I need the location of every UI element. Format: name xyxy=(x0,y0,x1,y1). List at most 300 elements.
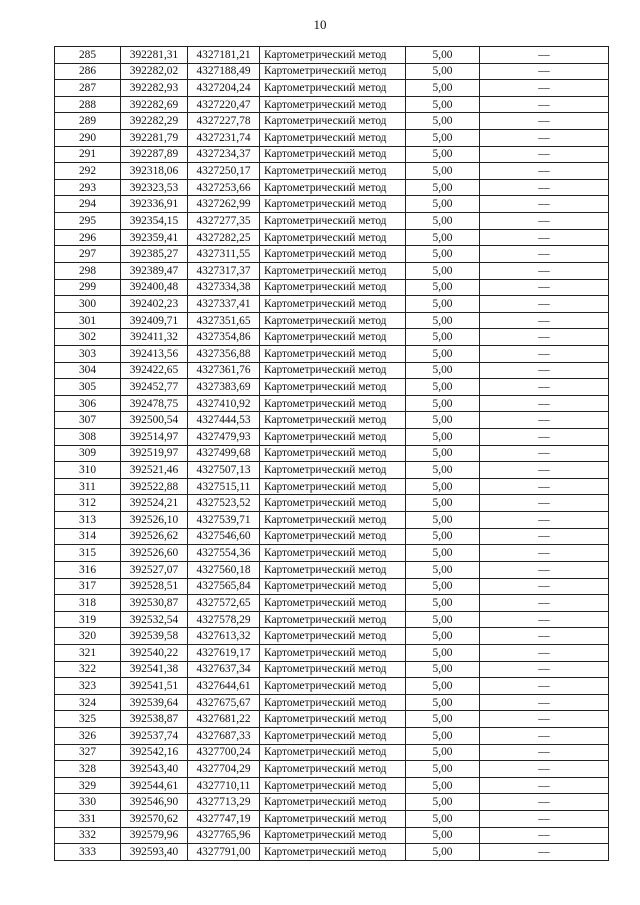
accuracy-cell: 5,00 xyxy=(406,395,480,412)
point-number-cell: 299 xyxy=(55,279,121,296)
accuracy-cell: 5,00 xyxy=(406,727,480,744)
method-cell: Картометрический метод xyxy=(260,811,406,828)
accuracy-cell: 5,00 xyxy=(406,694,480,711)
point-number-cell: 298 xyxy=(55,262,121,279)
method-cell: Картометрический метод xyxy=(260,661,406,678)
note-cell: — xyxy=(480,296,609,313)
x-coordinate-cell: 392539,58 xyxy=(121,628,188,645)
table-row xyxy=(55,163,609,180)
point-number-cell: 321 xyxy=(55,644,121,661)
note-cell: — xyxy=(480,495,609,512)
note-cell: — xyxy=(480,727,609,744)
point-number-cell: 330 xyxy=(55,794,121,811)
note-cell: — xyxy=(480,47,609,64)
method-cell: Картометрический метод xyxy=(260,595,406,612)
method-cell: Картометрический метод xyxy=(260,96,406,113)
table-row xyxy=(55,130,609,147)
table-row xyxy=(55,213,609,230)
method-cell: Картометрический метод xyxy=(260,528,406,545)
table-row xyxy=(55,113,609,130)
accuracy-cell: 5,00 xyxy=(406,561,480,578)
note-cell: — xyxy=(480,379,609,396)
method-cell: Картометрический метод xyxy=(260,395,406,412)
y-coordinate-cell: 4327317,37 xyxy=(188,262,260,279)
y-coordinate-cell: 4327572,65 xyxy=(188,595,260,612)
method-cell: Картометрический метод xyxy=(260,578,406,595)
page-number: 10 xyxy=(313,17,327,32)
table-row xyxy=(55,80,609,97)
note-cell: — xyxy=(480,578,609,595)
note-cell: — xyxy=(480,462,609,479)
x-coordinate-cell: 392500,54 xyxy=(121,412,188,429)
note-cell: — xyxy=(480,262,609,279)
method-cell: Картометрический метод xyxy=(260,296,406,313)
method-cell: Картометрический метод xyxy=(260,628,406,645)
accuracy-cell: 5,00 xyxy=(406,80,480,97)
method-cell: Картометрический метод xyxy=(260,345,406,362)
accuracy-cell: 5,00 xyxy=(406,744,480,761)
point-number-cell: 324 xyxy=(55,694,121,711)
y-coordinate-cell: 4327227,78 xyxy=(188,113,260,130)
method-cell: Картометрический метод xyxy=(260,711,406,728)
x-coordinate-cell: 392323,53 xyxy=(121,179,188,196)
note-cell: — xyxy=(480,312,609,329)
point-number-cell: 297 xyxy=(55,246,121,263)
accuracy-cell: 5,00 xyxy=(406,545,480,562)
method-cell: Картометрический метод xyxy=(260,478,406,495)
accuracy-cell: 5,00 xyxy=(406,678,480,695)
y-coordinate-cell: 4327546,60 xyxy=(188,528,260,545)
accuracy-cell: 5,00 xyxy=(406,578,480,595)
point-number-cell: 307 xyxy=(55,412,121,429)
y-coordinate-cell: 4327479,93 xyxy=(188,429,260,446)
note-cell: — xyxy=(480,678,609,695)
note-cell: — xyxy=(480,595,609,612)
table-row xyxy=(55,644,609,661)
note-cell: — xyxy=(480,429,609,446)
x-coordinate-cell: 392287,89 xyxy=(121,146,188,163)
accuracy-cell: 5,00 xyxy=(406,146,480,163)
y-coordinate-cell: 4327277,35 xyxy=(188,213,260,230)
y-coordinate-cell: 4327578,29 xyxy=(188,611,260,628)
method-cell: Картометрический метод xyxy=(260,146,406,163)
table-row xyxy=(55,844,609,861)
table-row xyxy=(55,794,609,811)
y-coordinate-cell: 4327351,65 xyxy=(188,312,260,329)
method-cell: Картометрический метод xyxy=(260,777,406,794)
accuracy-cell: 5,00 xyxy=(406,761,480,778)
note-cell: — xyxy=(480,794,609,811)
x-coordinate-cell: 392526,10 xyxy=(121,512,188,529)
point-number-cell: 290 xyxy=(55,130,121,147)
accuracy-cell: 5,00 xyxy=(406,96,480,113)
note-cell: — xyxy=(480,711,609,728)
point-number-cell: 295 xyxy=(55,213,121,230)
note-cell: — xyxy=(480,528,609,545)
note-cell: — xyxy=(480,761,609,778)
accuracy-cell: 5,00 xyxy=(406,246,480,263)
accuracy-cell: 5,00 xyxy=(406,345,480,362)
accuracy-cell: 5,00 xyxy=(406,794,480,811)
table-row xyxy=(55,63,609,80)
accuracy-cell: 5,00 xyxy=(406,47,480,64)
point-number-cell: 328 xyxy=(55,761,121,778)
method-cell: Картометрический метод xyxy=(260,279,406,296)
accuracy-cell: 5,00 xyxy=(406,296,480,313)
point-number-cell: 318 xyxy=(55,595,121,612)
table-row xyxy=(55,811,609,828)
x-coordinate-cell: 392522,88 xyxy=(121,478,188,495)
x-coordinate-cell: 392409,71 xyxy=(121,312,188,329)
x-coordinate-cell: 392281,79 xyxy=(121,130,188,147)
x-coordinate-cell: 392593,40 xyxy=(121,844,188,861)
x-coordinate-cell: 392521,46 xyxy=(121,462,188,479)
x-coordinate-cell: 392282,93 xyxy=(121,80,188,97)
x-coordinate-cell: 392402,23 xyxy=(121,296,188,313)
method-cell: Картометрический метод xyxy=(260,545,406,562)
note-cell: — xyxy=(480,561,609,578)
note-cell: — xyxy=(480,345,609,362)
y-coordinate-cell: 4327687,33 xyxy=(188,727,260,744)
point-number-cell: 287 xyxy=(55,80,121,97)
point-number-cell: 302 xyxy=(55,329,121,346)
table-row xyxy=(55,462,609,479)
note-cell: — xyxy=(480,628,609,645)
y-coordinate-cell: 4327220,47 xyxy=(188,96,260,113)
method-cell: Картометрический метод xyxy=(260,80,406,97)
point-number-cell: 291 xyxy=(55,146,121,163)
method-cell: Картометрический метод xyxy=(260,312,406,329)
method-cell: Картометрический метод xyxy=(260,744,406,761)
coordinates-table xyxy=(54,46,609,861)
y-coordinate-cell: 4327704,29 xyxy=(188,761,260,778)
accuracy-cell: 5,00 xyxy=(406,844,480,861)
y-coordinate-cell: 4327637,34 xyxy=(188,661,260,678)
note-cell: — xyxy=(480,146,609,163)
point-number-cell: 311 xyxy=(55,478,121,495)
note-cell: — xyxy=(480,777,609,794)
point-number-cell: 308 xyxy=(55,429,121,446)
point-number-cell: 306 xyxy=(55,395,121,412)
table-row xyxy=(55,711,609,728)
accuracy-cell: 5,00 xyxy=(406,777,480,794)
table-row xyxy=(55,246,609,263)
accuracy-cell: 5,00 xyxy=(406,595,480,612)
accuracy-cell: 5,00 xyxy=(406,179,480,196)
method-cell: Картометрический метод xyxy=(260,445,406,462)
x-coordinate-cell: 392411,32 xyxy=(121,329,188,346)
x-coordinate-cell: 392478,75 xyxy=(121,395,188,412)
point-number-cell: 304 xyxy=(55,362,121,379)
accuracy-cell: 5,00 xyxy=(406,611,480,628)
y-coordinate-cell: 4327523,52 xyxy=(188,495,260,512)
y-coordinate-cell: 4327334,38 xyxy=(188,279,260,296)
method-cell: Картометрический метод xyxy=(260,412,406,429)
method-cell: Картометрический метод xyxy=(260,246,406,263)
y-coordinate-cell: 4327311,55 xyxy=(188,246,260,263)
point-number-cell: 326 xyxy=(55,727,121,744)
y-coordinate-cell: 4327765,96 xyxy=(188,827,260,844)
accuracy-cell: 5,00 xyxy=(406,362,480,379)
note-cell: — xyxy=(480,213,609,230)
y-coordinate-cell: 4327188,49 xyxy=(188,63,260,80)
y-coordinate-cell: 4327337,41 xyxy=(188,296,260,313)
x-coordinate-cell: 392526,60 xyxy=(121,545,188,562)
point-number-cell: 286 xyxy=(55,63,121,80)
note-cell: — xyxy=(480,744,609,761)
y-coordinate-cell: 4327253,66 xyxy=(188,179,260,196)
y-coordinate-cell: 4327713,29 xyxy=(188,794,260,811)
note-cell: — xyxy=(480,811,609,828)
x-coordinate-cell: 392318,06 xyxy=(121,163,188,180)
accuracy-cell: 5,00 xyxy=(406,130,480,147)
accuracy-cell: 5,00 xyxy=(406,213,480,230)
table-row xyxy=(55,478,609,495)
point-number-cell: 333 xyxy=(55,844,121,861)
x-coordinate-cell: 392282,02 xyxy=(121,63,188,80)
method-cell: Картометрический метод xyxy=(260,47,406,64)
table-row xyxy=(55,744,609,761)
method-cell: Картометрический метод xyxy=(260,113,406,130)
method-cell: Картометрический метод xyxy=(260,694,406,711)
method-cell: Картометрический метод xyxy=(260,561,406,578)
accuracy-cell: 5,00 xyxy=(406,711,480,728)
accuracy-cell: 5,00 xyxy=(406,113,480,130)
method-cell: Картометрический метод xyxy=(260,130,406,147)
y-coordinate-cell: 4327554,36 xyxy=(188,545,260,562)
method-cell: Картометрический метод xyxy=(260,761,406,778)
x-coordinate-cell: 392544,61 xyxy=(121,777,188,794)
table-row xyxy=(55,345,609,362)
point-number-cell: 314 xyxy=(55,528,121,545)
accuracy-cell: 5,00 xyxy=(406,329,480,346)
y-coordinate-cell: 4327231,74 xyxy=(188,130,260,147)
table-row xyxy=(55,678,609,695)
note-cell: — xyxy=(480,478,609,495)
note-cell: — xyxy=(480,246,609,263)
note-cell: — xyxy=(480,694,609,711)
note-cell: — xyxy=(480,163,609,180)
method-cell: Картометрический метод xyxy=(260,179,406,196)
table-row xyxy=(55,279,609,296)
point-number-cell: 329 xyxy=(55,777,121,794)
x-coordinate-cell: 392539,64 xyxy=(121,694,188,711)
x-coordinate-cell: 392541,51 xyxy=(121,678,188,695)
x-coordinate-cell: 392282,29 xyxy=(121,113,188,130)
y-coordinate-cell: 4327565,84 xyxy=(188,578,260,595)
y-coordinate-cell: 4327499,68 xyxy=(188,445,260,462)
point-number-cell: 331 xyxy=(55,811,121,828)
table-row xyxy=(55,146,609,163)
accuracy-cell: 5,00 xyxy=(406,827,480,844)
table-row xyxy=(55,761,609,778)
accuracy-cell: 5,00 xyxy=(406,445,480,462)
x-coordinate-cell: 392281,31 xyxy=(121,47,188,64)
point-number-cell: 332 xyxy=(55,827,121,844)
x-coordinate-cell: 392543,40 xyxy=(121,761,188,778)
point-number-cell: 322 xyxy=(55,661,121,678)
note-cell: — xyxy=(480,644,609,661)
x-coordinate-cell: 392537,74 xyxy=(121,727,188,744)
note-cell: — xyxy=(480,179,609,196)
table-row xyxy=(55,545,609,562)
point-number-cell: 319 xyxy=(55,611,121,628)
accuracy-cell: 5,00 xyxy=(406,478,480,495)
y-coordinate-cell: 4327181,21 xyxy=(188,47,260,64)
y-coordinate-cell: 4327560,18 xyxy=(188,561,260,578)
y-coordinate-cell: 4327262,99 xyxy=(188,196,260,213)
table-row xyxy=(55,727,609,744)
table-row xyxy=(55,661,609,678)
accuracy-cell: 5,00 xyxy=(406,196,480,213)
x-coordinate-cell: 392528,51 xyxy=(121,578,188,595)
table-row xyxy=(55,412,609,429)
table-row xyxy=(55,362,609,379)
note-cell: — xyxy=(480,329,609,346)
x-coordinate-cell: 392524,21 xyxy=(121,495,188,512)
accuracy-cell: 5,00 xyxy=(406,462,480,479)
note-cell: — xyxy=(480,362,609,379)
x-coordinate-cell: 392359,41 xyxy=(121,229,188,246)
note-cell: — xyxy=(480,512,609,529)
table-row xyxy=(55,229,609,246)
y-coordinate-cell: 4327354,86 xyxy=(188,329,260,346)
y-coordinate-cell: 4327383,69 xyxy=(188,379,260,396)
table-row xyxy=(55,196,609,213)
y-coordinate-cell: 4327791,00 xyxy=(188,844,260,861)
method-cell: Картометрический метод xyxy=(260,229,406,246)
table-row xyxy=(55,312,609,329)
y-coordinate-cell: 4327710,11 xyxy=(188,777,260,794)
y-coordinate-cell: 4327613,32 xyxy=(188,628,260,645)
note-cell: — xyxy=(480,412,609,429)
method-cell: Картометрический метод xyxy=(260,163,406,180)
point-number-cell: 296 xyxy=(55,229,121,246)
table-row xyxy=(55,827,609,844)
x-coordinate-cell: 392526,62 xyxy=(121,528,188,545)
method-cell: Картометрический метод xyxy=(260,678,406,695)
table-row xyxy=(55,329,609,346)
point-number-cell: 303 xyxy=(55,345,121,362)
note-cell: — xyxy=(480,844,609,861)
note-cell: — xyxy=(480,611,609,628)
accuracy-cell: 5,00 xyxy=(406,379,480,396)
note-cell: — xyxy=(480,63,609,80)
x-coordinate-cell: 392519,97 xyxy=(121,445,188,462)
x-coordinate-cell: 392336,91 xyxy=(121,196,188,213)
y-coordinate-cell: 4327747,19 xyxy=(188,811,260,828)
method-cell: Картометрический метод xyxy=(260,379,406,396)
accuracy-cell: 5,00 xyxy=(406,661,480,678)
accuracy-cell: 5,00 xyxy=(406,495,480,512)
x-coordinate-cell: 392422,65 xyxy=(121,362,188,379)
x-coordinate-cell: 392385,27 xyxy=(121,246,188,263)
y-coordinate-cell: 4327644,61 xyxy=(188,678,260,695)
method-cell: Картометрический метод xyxy=(260,644,406,661)
point-number-cell: 288 xyxy=(55,96,121,113)
method-cell: Картометрический метод xyxy=(260,196,406,213)
note-cell: — xyxy=(480,229,609,246)
point-number-cell: 312 xyxy=(55,495,121,512)
point-number-cell: 293 xyxy=(55,179,121,196)
x-coordinate-cell: 392570,62 xyxy=(121,811,188,828)
y-coordinate-cell: 4327410,92 xyxy=(188,395,260,412)
table-row xyxy=(55,179,609,196)
point-number-cell: 285 xyxy=(55,47,121,64)
accuracy-cell: 5,00 xyxy=(406,512,480,529)
table-row xyxy=(55,595,609,612)
accuracy-cell: 5,00 xyxy=(406,262,480,279)
x-coordinate-cell: 392542,16 xyxy=(121,744,188,761)
method-cell: Картометрический метод xyxy=(260,827,406,844)
method-cell: Картометрический метод xyxy=(260,462,406,479)
table-row xyxy=(55,777,609,794)
x-coordinate-cell: 392514,97 xyxy=(121,429,188,446)
x-coordinate-cell: 392541,38 xyxy=(121,661,188,678)
x-coordinate-cell: 392413,56 xyxy=(121,345,188,362)
method-cell: Картометрический метод xyxy=(260,362,406,379)
x-coordinate-cell: 392452,77 xyxy=(121,379,188,396)
table-row xyxy=(55,296,609,313)
x-coordinate-cell: 392282,69 xyxy=(121,96,188,113)
point-number-cell: 294 xyxy=(55,196,121,213)
method-cell: Картометрический метод xyxy=(260,727,406,744)
method-cell: Картометрический метод xyxy=(260,495,406,512)
method-cell: Картометрический метод xyxy=(260,512,406,529)
table-row xyxy=(55,512,609,529)
table-row xyxy=(55,429,609,446)
point-number-cell: 313 xyxy=(55,512,121,529)
y-coordinate-cell: 4327282,25 xyxy=(188,229,260,246)
y-coordinate-cell: 4327356,88 xyxy=(188,345,260,362)
y-coordinate-cell: 4327507,13 xyxy=(188,462,260,479)
y-coordinate-cell: 4327361,76 xyxy=(188,362,260,379)
table-row xyxy=(55,578,609,595)
note-cell: — xyxy=(480,196,609,213)
method-cell: Картометрический метод xyxy=(260,329,406,346)
x-coordinate-cell: 392354,15 xyxy=(121,213,188,230)
note-cell: — xyxy=(480,445,609,462)
x-coordinate-cell: 392400,48 xyxy=(121,279,188,296)
note-cell: — xyxy=(480,96,609,113)
method-cell: Картометрический метод xyxy=(260,429,406,446)
table-row xyxy=(55,611,609,628)
accuracy-cell: 5,00 xyxy=(406,429,480,446)
x-coordinate-cell: 392527,07 xyxy=(121,561,188,578)
point-number-cell: 320 xyxy=(55,628,121,645)
note-cell: — xyxy=(480,130,609,147)
note-cell: — xyxy=(480,80,609,97)
table-row xyxy=(55,379,609,396)
point-number-cell: 315 xyxy=(55,545,121,562)
table-row xyxy=(55,561,609,578)
note-cell: — xyxy=(480,827,609,844)
y-coordinate-cell: 4327515,11 xyxy=(188,478,260,495)
accuracy-cell: 5,00 xyxy=(406,811,480,828)
table-row xyxy=(55,628,609,645)
table-row xyxy=(55,694,609,711)
x-coordinate-cell: 392532,54 xyxy=(121,611,188,628)
method-cell: Картометрический метод xyxy=(260,611,406,628)
y-coordinate-cell: 4327539,71 xyxy=(188,512,260,529)
accuracy-cell: 5,00 xyxy=(406,63,480,80)
table-row xyxy=(55,262,609,279)
method-cell: Картометрический метод xyxy=(260,844,406,861)
point-number-cell: 300 xyxy=(55,296,121,313)
note-cell: — xyxy=(480,545,609,562)
y-coordinate-cell: 4327250,17 xyxy=(188,163,260,180)
accuracy-cell: 5,00 xyxy=(406,163,480,180)
